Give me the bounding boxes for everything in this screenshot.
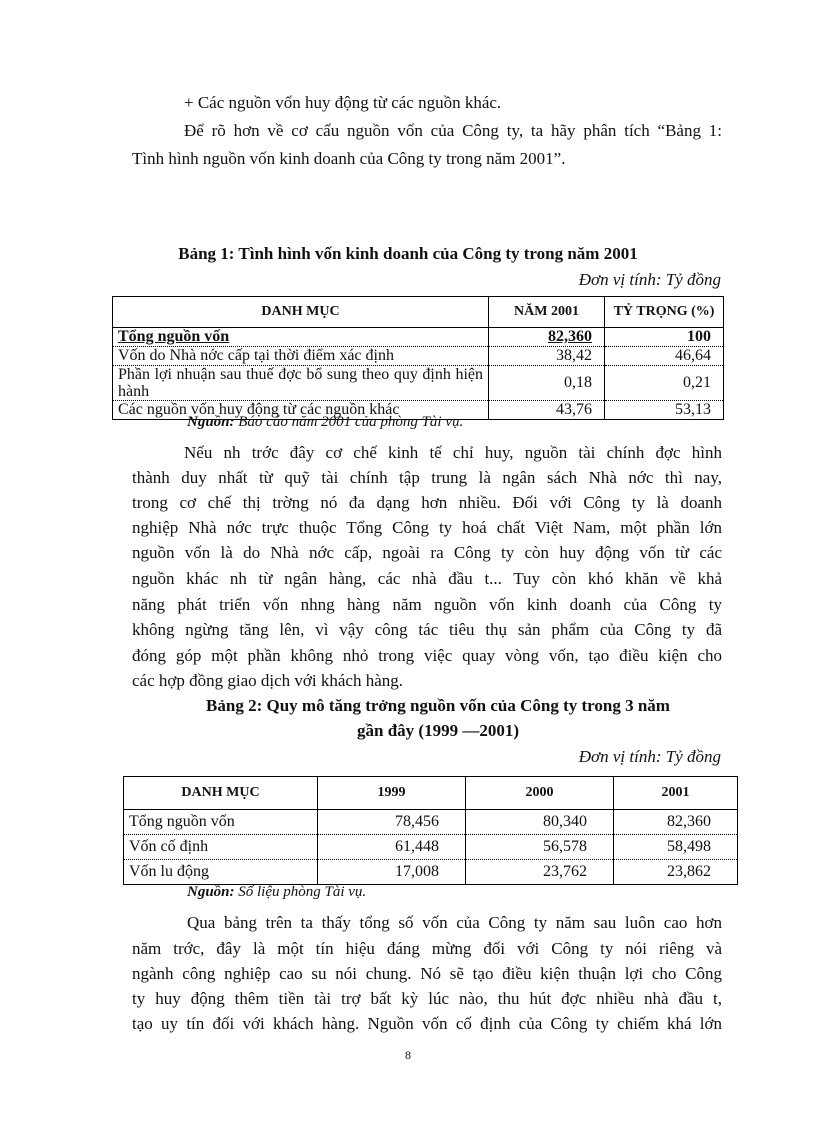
table2-cell-2001: 23,862	[614, 860, 738, 885]
table1-row-share: 53,13	[605, 401, 724, 420]
table2-cell-1999: 61,448	[318, 835, 466, 860]
para1-line: thành duy nhất từ quỹ tài chính tập trung là ngân sách Nhà nớc thì nay,	[132, 468, 722, 487]
para1-line: Nếu nh trớc đây cơ chế kinh tế chỉ huy, nguồn tài chính đợc hình	[184, 443, 722, 462]
table1-header-row	[113, 297, 724, 328]
para2-line: năm trớc, đây là một tín hiệu đáng mừng đối với Công ty nói riêng và	[132, 939, 722, 958]
para1-line: nghiệp Nhà nớc trực thuộc Tổng Công ty hoá chất Việt Nam, một phần lớn	[132, 518, 722, 537]
table2-cell-1999: 78,456	[318, 810, 466, 835]
table2-source-text: Số liệu phòng Tài vụ.	[238, 884, 367, 900]
para2-line: ty huy động thêm tiền tài trợ bất kỳ lúc nào, thu hút đợc nhiều nhà đầu t,	[132, 989, 722, 1008]
para1-line: đóng góp một phần không nhỏ trong việc quay vòng vốn, tạo điều kiện cho	[132, 646, 722, 665]
table2	[123, 776, 738, 885]
table2-cell-2000: 80,340	[466, 810, 614, 835]
table1-source	[187, 414, 463, 431]
table2-cell-2001: 58,498	[614, 835, 738, 860]
table2-cell-2000: 56,578	[466, 835, 614, 860]
table1	[112, 296, 724, 420]
para2-line: ngành công nghiệp cao su nói chung. Nó sẽ tạo điều kiện thuận lợi cho Công	[132, 964, 722, 983]
table2-title-line1: Bảng 2: Quy mô tăng trởng nguồn vốn của Công ty trong 3 năm	[206, 696, 670, 715]
para1-line: năng phát triển vốn nhng hàng năm nguồn vốn kinh doanh của Công ty	[132, 595, 722, 614]
table2-unit: Đơn vị tính: Tỷ đồng	[578, 747, 721, 766]
table1-header-year: NĂM 2001	[489, 297, 605, 328]
para1-line: nguồn vốn là do Nhà nớc cấp, ngoài ra Công ty còn huy động vốn từ các	[132, 543, 722, 562]
table2-header-2000: 2000	[466, 777, 614, 810]
intro-line-3: Tình hình nguồn vốn kinh doanh của Công ty trong năm 2001”.	[132, 149, 566, 168]
intro-line-2: Để rõ hơn về cơ cấu nguồn vốn của Công ty, ta hãy phân tích “Bảng 1:	[184, 121, 722, 140]
table1-row-label: Phần lợi nhuận sau thuế đợc bổ sung theo quy định hiện hành	[113, 366, 489, 401]
table1-row-value: 38,42	[489, 347, 605, 366]
table2-header-2001: 2001	[614, 777, 738, 810]
table2-row-label: Vốn cố định	[124, 835, 318, 860]
table1-header-share: TỶ TRỌNG (%)	[605, 297, 724, 328]
table1-row-label: Tổng nguồn vốn	[113, 328, 489, 347]
table1-unit: Đơn vị tính: Tỷ đồng	[578, 270, 721, 289]
para2-line: Qua bảng trên ta thấy tổng số vốn của Công ty năm sau luôn cao hơn	[187, 913, 722, 932]
table1-row-label: Các nguồn vốn huy động từ các nguồn khác	[113, 401, 489, 420]
table2-source	[187, 884, 366, 901]
para1-line: nguồn khác nh từ ngân hàng, các nhà đầu t... Tuy còn khó khăn về khả	[132, 569, 722, 588]
table2-source-label: Nguồn:	[187, 884, 235, 900]
table1-title: Bảng 1: Tình hình vốn kinh doanh của Công ty trong năm 2001	[178, 244, 638, 263]
table2-header-category: DANH MỤC	[124, 777, 318, 810]
table1-row-share: 46,64	[605, 347, 724, 366]
table1-row-value: 82,360	[489, 328, 605, 347]
table-row	[113, 347, 724, 366]
para2-line: tạo uy tín đối với khách hàng. Nguồn vốn cố định của Công ty chiếm khá lớn	[132, 1014, 722, 1033]
table-row	[124, 810, 738, 835]
table1-header-category: DANH MỤC	[113, 297, 489, 328]
table-row	[124, 860, 738, 885]
intro-line-1: + Các nguồn vốn huy động từ các nguồn khác.	[184, 93, 502, 112]
table1-row-label: Vốn do Nhà nớc cấp tại thời điểm xác định	[113, 347, 489, 366]
table2-row-label: Tổng nguồn vốn	[124, 810, 318, 835]
table2-row-label: Vốn lu động	[124, 860, 318, 885]
para1-line: không ngừng tăng lên, vì vậy công tác tiêu thụ sản phẩm của Công ty đã	[132, 620, 722, 639]
table2-header-1999: 1999	[318, 777, 466, 810]
table-row	[124, 835, 738, 860]
table1-source-label: Nguồn:	[187, 414, 235, 430]
table1-row-value: 43,76	[489, 401, 605, 420]
table2-cell-2000: 23,762	[466, 860, 614, 885]
table1-row-share: 0,21	[605, 366, 724, 401]
para1-line: trong cơ chế thị trờng nó đa dạng hơn nhiều. Đối với Công ty là doanh	[132, 493, 722, 512]
para1-line: các hợp đồng giao dịch với khách hàng.	[132, 671, 404, 690]
table1-row-share: 100	[605, 328, 724, 347]
table2-header-row	[124, 777, 738, 810]
table-row	[113, 366, 724, 401]
table-row	[113, 328, 724, 347]
page-number: 8	[405, 1048, 411, 1062]
table1-row-value: 0,18	[489, 366, 605, 401]
table1-source-text: Báo cáo năm 2001 của phòng Tài vụ.	[238, 414, 464, 430]
table2-cell-1999: 17,008	[318, 860, 466, 885]
table2-cell-2001: 82,360	[614, 810, 738, 835]
table2-title-line2: gần đây (1999 —2001)	[357, 721, 519, 740]
